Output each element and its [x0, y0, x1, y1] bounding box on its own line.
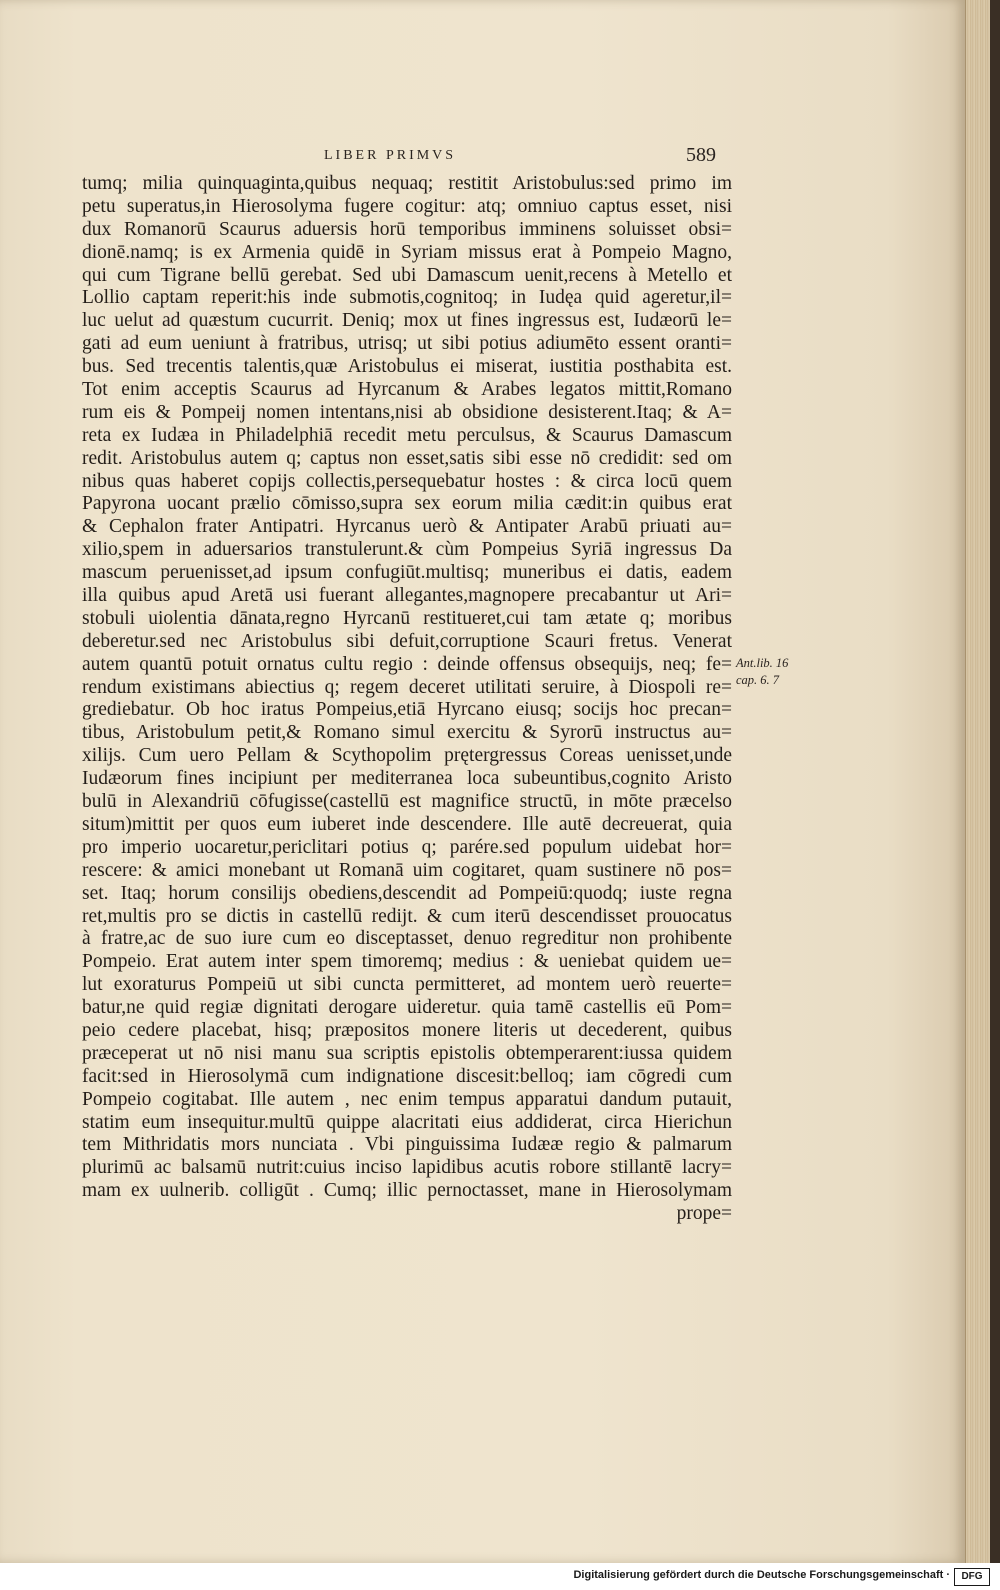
text-line: autem quantū potuit ornatus cultu regio : deinde offensus obsequijs, neq; fe= — [82, 653, 732, 675]
text-line: redit. Aristobulus autem q; captus non esset,satis sibi esse nō credidit: sed om — [82, 447, 732, 469]
text-line: deberetur.sed nec Aristobulus sibi defuit,corruptione Scauri fretus. Venerat — [82, 630, 732, 652]
text-line: ret,multis pro se dictis in castellū redijt. & cum iterū descendisset prouocatus — [82, 905, 732, 927]
text-line: lut exoraturus Pompeiū ut sibi cuncta permitteret, ad montem uerò reuerte= — [82, 974, 732, 996]
text-line: tem Mithridatis mors nunciata . Vbi pinguissima Iudææ regio & palmarum — [82, 1134, 732, 1156]
page-stack-edge — [965, 0, 991, 1563]
running-head: LIBER PRIMVS — [324, 148, 457, 163]
text-line: petu superatus,in Hierosolyma fugere cogitur: atq; omniuo captus esset, nisi — [82, 195, 732, 217]
text-line: præceperat ut nō nisi manu sua scriptis epistolis obtemperarent:iussa quidem — [82, 1042, 732, 1064]
text-line: nibus quas haberet copijs collectis,persequebatur hostes : & circa locū quem — [82, 470, 732, 492]
text-line: xilijs. Cum uero Pellam & Scythopolim prętergressus Coreas uenisset,unde — [82, 745, 732, 767]
text-line: pro imperio uocaretur,periclitari potius q; parére.sed populum uidebat hor= — [82, 836, 732, 858]
margin-note — [736, 655, 788, 689]
text-line: tibus, Aristobulum petit,& Romano simul exercitu & Syrorū instructus au= — [82, 722, 732, 744]
text-line: rescere: & amici monebant ut Romanā uim cogitaret, quam sustinere nō pos= — [82, 859, 732, 881]
text-line: illa quibus apud Aretā usi fuerant allegantes,magnopere precabantur ut Ari= — [82, 585, 732, 607]
text-line: qui cum Tigrane bellū gerebat. Sed ubi Damascum uenit,recens à Metello et — [82, 264, 732, 286]
text-line: Lollio captam reperit:his inde submotis,cognitoq; in Iudęa quid ageretur,il= — [82, 287, 732, 309]
scan-right-border — [990, 0, 1000, 1563]
text-line: stobuli uiolentia dānata,regno Hyrcanū restitueret,cui tam ætate q; moribus — [82, 607, 732, 629]
text-line: batur,ne quid regiæ dignitati derogare uideretur. quia tamē castellis eū Pom= — [82, 997, 732, 1019]
footer-bar — [0, 1563, 1000, 1590]
text-line: luc uelut ad quæstum cucurrit. Deniq; mox ut fines ingressus est, Iudæorū le= — [82, 310, 732, 332]
text-line: tumq; milia quinquaginta,quibus nequaq; restitit Aristobulus:sed primo im — [82, 173, 732, 194]
text-line: statim eum insequitur.multū quippe alacritati eius addiderat, circa Hierichun — [82, 1111, 732, 1133]
text-line: grediebatur. Ob hoc iratus Pompeius,etiā Hyrcano eiusq; socijs hoc precan= — [82, 699, 732, 721]
text-line: Iudæorum fines incipiunt per mediterranea loca subeuntibus,cognito Aristo — [82, 768, 732, 790]
text-line: rum eis & Pompeij nomen intentans,nisi ab obsidione desisterent.Itaq; & A= — [82, 401, 732, 423]
text-line: & Cephalon frater Antipatri. Hyrcanus uerò & Antipater Arabū priuati au= — [82, 516, 732, 538]
page-number: 589 — [686, 144, 716, 166]
text-line: rendum existimans abiectius q; regem deceret utilitati seruire, à Diospoli re= — [82, 676, 732, 698]
text-line: reta ex Iudæa in Philadelphiā recedit metu perculsus, & Scaurus Damascum — [82, 424, 732, 446]
margin-note-line: Ant.lib. 16 — [736, 656, 789, 670]
text-line: à fratre,ac de suo iure cum eo disceptasset, denuo regreditur non prohibente — [82, 928, 732, 950]
margin-note-line: cap. 6. 7 — [736, 673, 780, 687]
text-line: set. Itaq; horum consilijs obediens,descendit ad Pompeiū:quodq; iuste regna — [82, 882, 732, 904]
text-line: situm)mittit per quos eum iuberet inde descendere. Ille autē decreuerat, quia — [82, 813, 732, 835]
text-line: bulū in Alexandriū cōfugisse(castellū est magnifice structū, in mōte præcelso — [82, 791, 732, 813]
text-line: dux Romanorū Scaurus aduersis horū temporibus imminens soluisset obsi= — [82, 218, 732, 240]
text-line: bus. Sed trecentis talentis,quæ Aristobulus ei miserat, iustitia posthabita est. — [82, 356, 732, 378]
text-line: facit:sed in Hierosolymā cum indignatione discesit:belloq; iam cōgredi cum — [82, 1065, 732, 1087]
main-text-block — [82, 173, 732, 1226]
text-line: gati ad eum ueniunt à fratribus, utrisq; ut sibi potius adiumēto essent oranti= — [82, 333, 732, 355]
text-line: Pompeio cogitabat. Ille autem , nec enim tempus apparatui dandum putauit, — [82, 1088, 732, 1110]
funding-credit: Digitalisierung gefördert durch die Deutsche Forschungsgemeinschaft · — [573, 1569, 950, 1581]
text-line: plurimū ac balsamū nutrit:cuius inciso lapidibus acutis robore stillantē lacry= — [82, 1157, 732, 1179]
text-line: Tot enim acceptis Scaurus ad Hyrcanum & Arabes legatos mittit,Romano — [82, 379, 732, 401]
dfg-logo: DFG — [954, 1568, 990, 1586]
text-line: Papyrona uocant prælio cōmisso,supra sex eorum milia cædit:in quibus erat — [82, 493, 732, 515]
text-line: Pompeio. Erat autem inter spem timoremq; medius : & ueniebat quidem ue= — [82, 951, 732, 973]
text-line: mascum peruenisset,ad ipsum confugiūt.multisq; muneribus ei datis, eadem — [82, 562, 732, 584]
text-line: xilio,spem in aduersarios transtulerunt.& cùm Pompeius Syriā ingressus Da — [82, 539, 732, 561]
text-line: dionē.namq; is ex Armenia quidē in Syriam missus erat à Pompeio Magno, — [82, 241, 732, 263]
text-line: peio cedere placebat, hisq; præpositos monere literis ut decederent, quibus — [82, 1019, 732, 1041]
text-line: mam ex uulnerib. colligūt . Cumq; illic pernoctasset, mane in Hierosolymam — [82, 1180, 732, 1202]
catchword: prope= — [676, 1203, 732, 1225]
